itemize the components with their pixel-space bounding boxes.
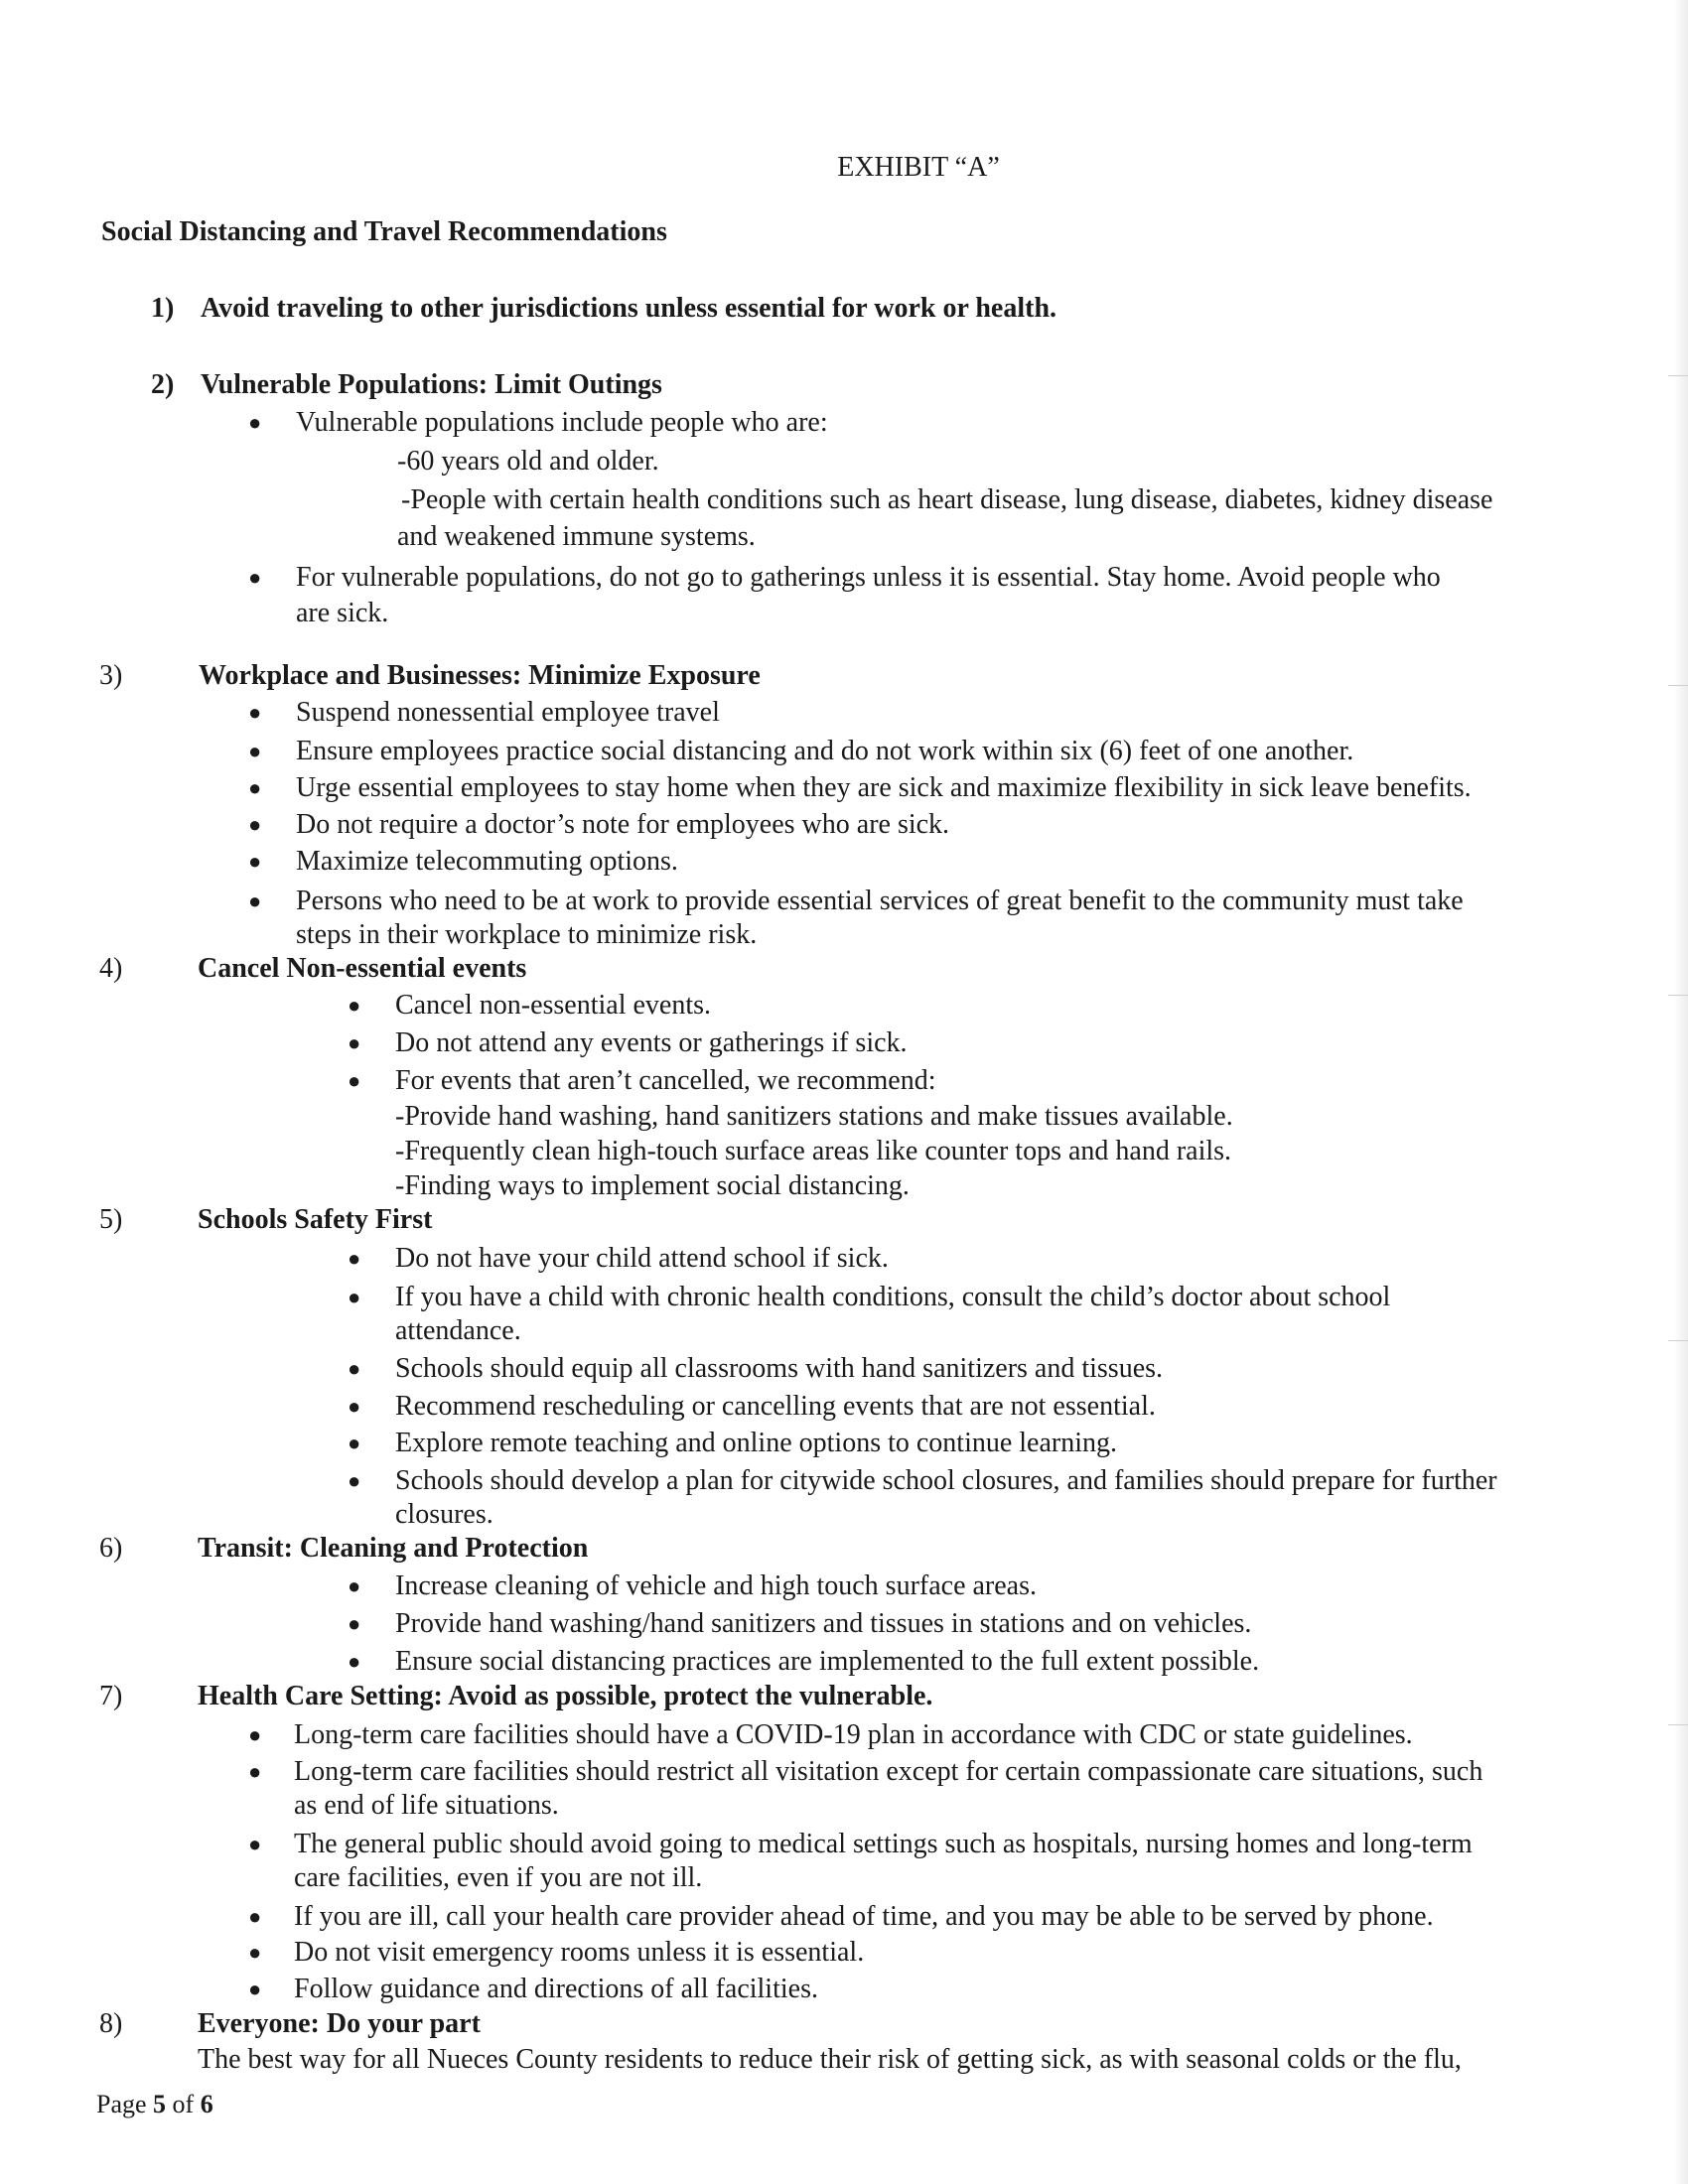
section-number: 2) [151,369,175,400]
list-item: Ensure employees practice social distancing and do not work within six (6) feet of one another. [296,736,1354,766]
bullet-icon: ● [248,1722,262,1747]
list-subitem: -Provide hand washing, hand sanitizers stations and make tissues available. [395,1101,1233,1132]
bullet-icon: ● [348,1468,361,1493]
scan-edge-mark [1668,1340,1688,1341]
list-item: Provide hand washing/hand sanitizers and tissues in stations and on vehicles. [395,1608,1252,1639]
section-number: 4) [99,953,123,984]
bullet-icon: ● [248,1977,262,2001]
document-title: Social Distancing and Travel Recommendations [101,216,667,247]
list-item: Suspend nonessential employee travel [296,697,720,728]
list-item: are sick. [296,598,389,628]
section-heading: Transit: Cleaning and Protection [198,1533,589,1564]
list-item: Long-term care facilities should have a COVID-19 plan in accordance with CDC or state guidelines. [294,1719,1413,1750]
scan-edge-mark [1668,995,1688,996]
section-number: 6) [99,1533,123,1564]
section-number: 7) [99,1681,123,1711]
bullet-icon: ● [248,1759,262,1784]
scan-edge-mark [1668,1724,1688,1725]
bullet-icon: ● [248,410,262,435]
list-item: Cancel non-essential events. [395,990,712,1021]
bullet-icon: ● [348,1030,361,1055]
list-item: care facilities, even if you are not ill. [294,1862,703,1893]
list-item: Recommend rescheduling or cancelling events that are not essential. [395,1391,1156,1422]
bullet-icon: ● [348,1573,361,1598]
list-item: If you have a child with chronic health conditions, consult the child’s doctor about school [395,1282,1391,1312]
bullet-icon: ● [248,812,262,837]
scan-edge-mark [1668,685,1688,686]
list-item: Urge essential employees to stay home when they are sick and maximize flexibility in sick leave benefits. [296,772,1472,803]
list-item: Long-term care facilities should restrict all visitation except for certain compassionate care situations, such [294,1756,1483,1787]
list-item: Follow guidance and directions of all facilities. [294,1974,818,2004]
list-item: Maximize telecommuting options. [296,846,678,877]
bullet-icon: ● [248,565,262,590]
page-of: of [172,2090,195,2118]
section-number: 5) [99,1204,123,1235]
scan-edge-mark [1668,375,1688,376]
bullet-icon: ● [348,1611,361,1636]
list-item: For events that aren’t cancelled, we recommend: [395,1065,936,1096]
bullet-icon: ● [348,1431,361,1455]
list-item: Do not visit emergency rooms unless it is essential. [294,1937,865,1968]
list-item: Do not attend any events or gatherings if sick. [395,1027,908,1058]
exhibit-label: EXHIBIT “A” [837,152,1000,183]
page-label: Page [96,2090,147,2118]
bullet-icon: ● [348,993,361,1018]
list-item: Ensure social distancing practices are implemented to the full extent possible. [395,1646,1260,1677]
list-item: For vulnerable populations, do not go to gatherings unless it is essential. Stay home. Avoid people who [296,562,1441,593]
page-total: 6 [200,2090,213,2118]
section-heading: Vulnerable Populations: Limit Outings [201,369,662,400]
section-number: 3) [99,660,123,691]
bullet-icon: ● [248,888,262,913]
list-item: Vulnerable populations include people who are: [296,407,828,438]
bullet-icon: ● [248,700,262,725]
bullet-icon: ● [348,1068,361,1093]
list-item: steps in their workplace to minimize risk. [296,919,758,950]
bullet-icon: ● [348,1285,361,1309]
paragraph: The best way for all Nueces County residents to reduce their risk of getting sick, as with seasonal colds or the flu, [198,2044,1462,2075]
list-item: Explore remote teaching and online options to continue learning. [395,1428,1118,1458]
bullet-icon: ● [248,1904,262,1929]
page-current: 5 [153,2090,167,2118]
list-item: Persons who need to be at work to provide essential services of great benefit to the community must take [296,886,1464,916]
list-item: Do not require a doctor’s note for employees who are sick. [296,809,950,840]
bullet-icon: ● [248,775,262,800]
section-heading: Cancel Non-essential events [198,953,527,984]
list-subitem: and weakened immune systems. [397,521,756,552]
scan-edge-shadow [1674,0,1688,2184]
list-subitem: -Frequently clean high-touch surface areas like counter tops and hand rails. [395,1136,1232,1166]
list-item: Increase cleaning of vehicle and high touch surface areas. [395,1570,1038,1601]
bullet-icon: ● [248,739,262,763]
list-item: The general public should avoid going to medical settings such as hospitals, nursing homes and long-term [294,1829,1473,1859]
section-heading: Avoid traveling to other jurisdictions unless essential for work or health. [201,293,1057,324]
list-subitem: -60 years old and older. [397,446,659,477]
bullet-icon: ● [348,1394,361,1419]
list-item: closures. [395,1499,493,1530]
section-heading: Everyone: Do your part [198,2008,481,2039]
bullet-icon: ● [248,1940,262,1965]
section-number: 1) [151,293,175,324]
list-item: attendance. [395,1315,521,1346]
bullet-icon: ● [348,1356,361,1381]
bullet-icon: ● [248,1832,262,1856]
list-item: Schools should develop a plan for citywide school closures, and families should prepare for further [395,1465,1497,1496]
bullet-icon: ● [348,1649,361,1674]
list-item: If you are ill, call your health care provider ahead of time, and you may be able to be served by phone. [294,1901,1434,1932]
list-item: Do not have your child attend school if sick. [395,1243,889,1274]
section-heading: Schools Safety First [198,1204,433,1235]
bullet-icon: ● [248,849,262,874]
section-heading: Health Care Setting: Avoid as possible, protect the vulnerable. [198,1681,933,1711]
bullet-icon: ● [348,1246,361,1271]
list-item: as end of life situations. [294,1790,559,1821]
list-subitem: -Finding ways to implement social distancing. [395,1170,910,1201]
list-subitem: -People with certain health conditions such as heart disease, lung disease, diabetes, kidney disease [401,484,1493,515]
section-heading: Workplace and Businesses: Minimize Exposure [199,660,761,691]
list-item: Schools should equip all classrooms with hand sanitizers and tissues. [395,1353,1164,1384]
section-number: 8) [99,2008,123,2039]
page-footer [96,2090,213,2119]
